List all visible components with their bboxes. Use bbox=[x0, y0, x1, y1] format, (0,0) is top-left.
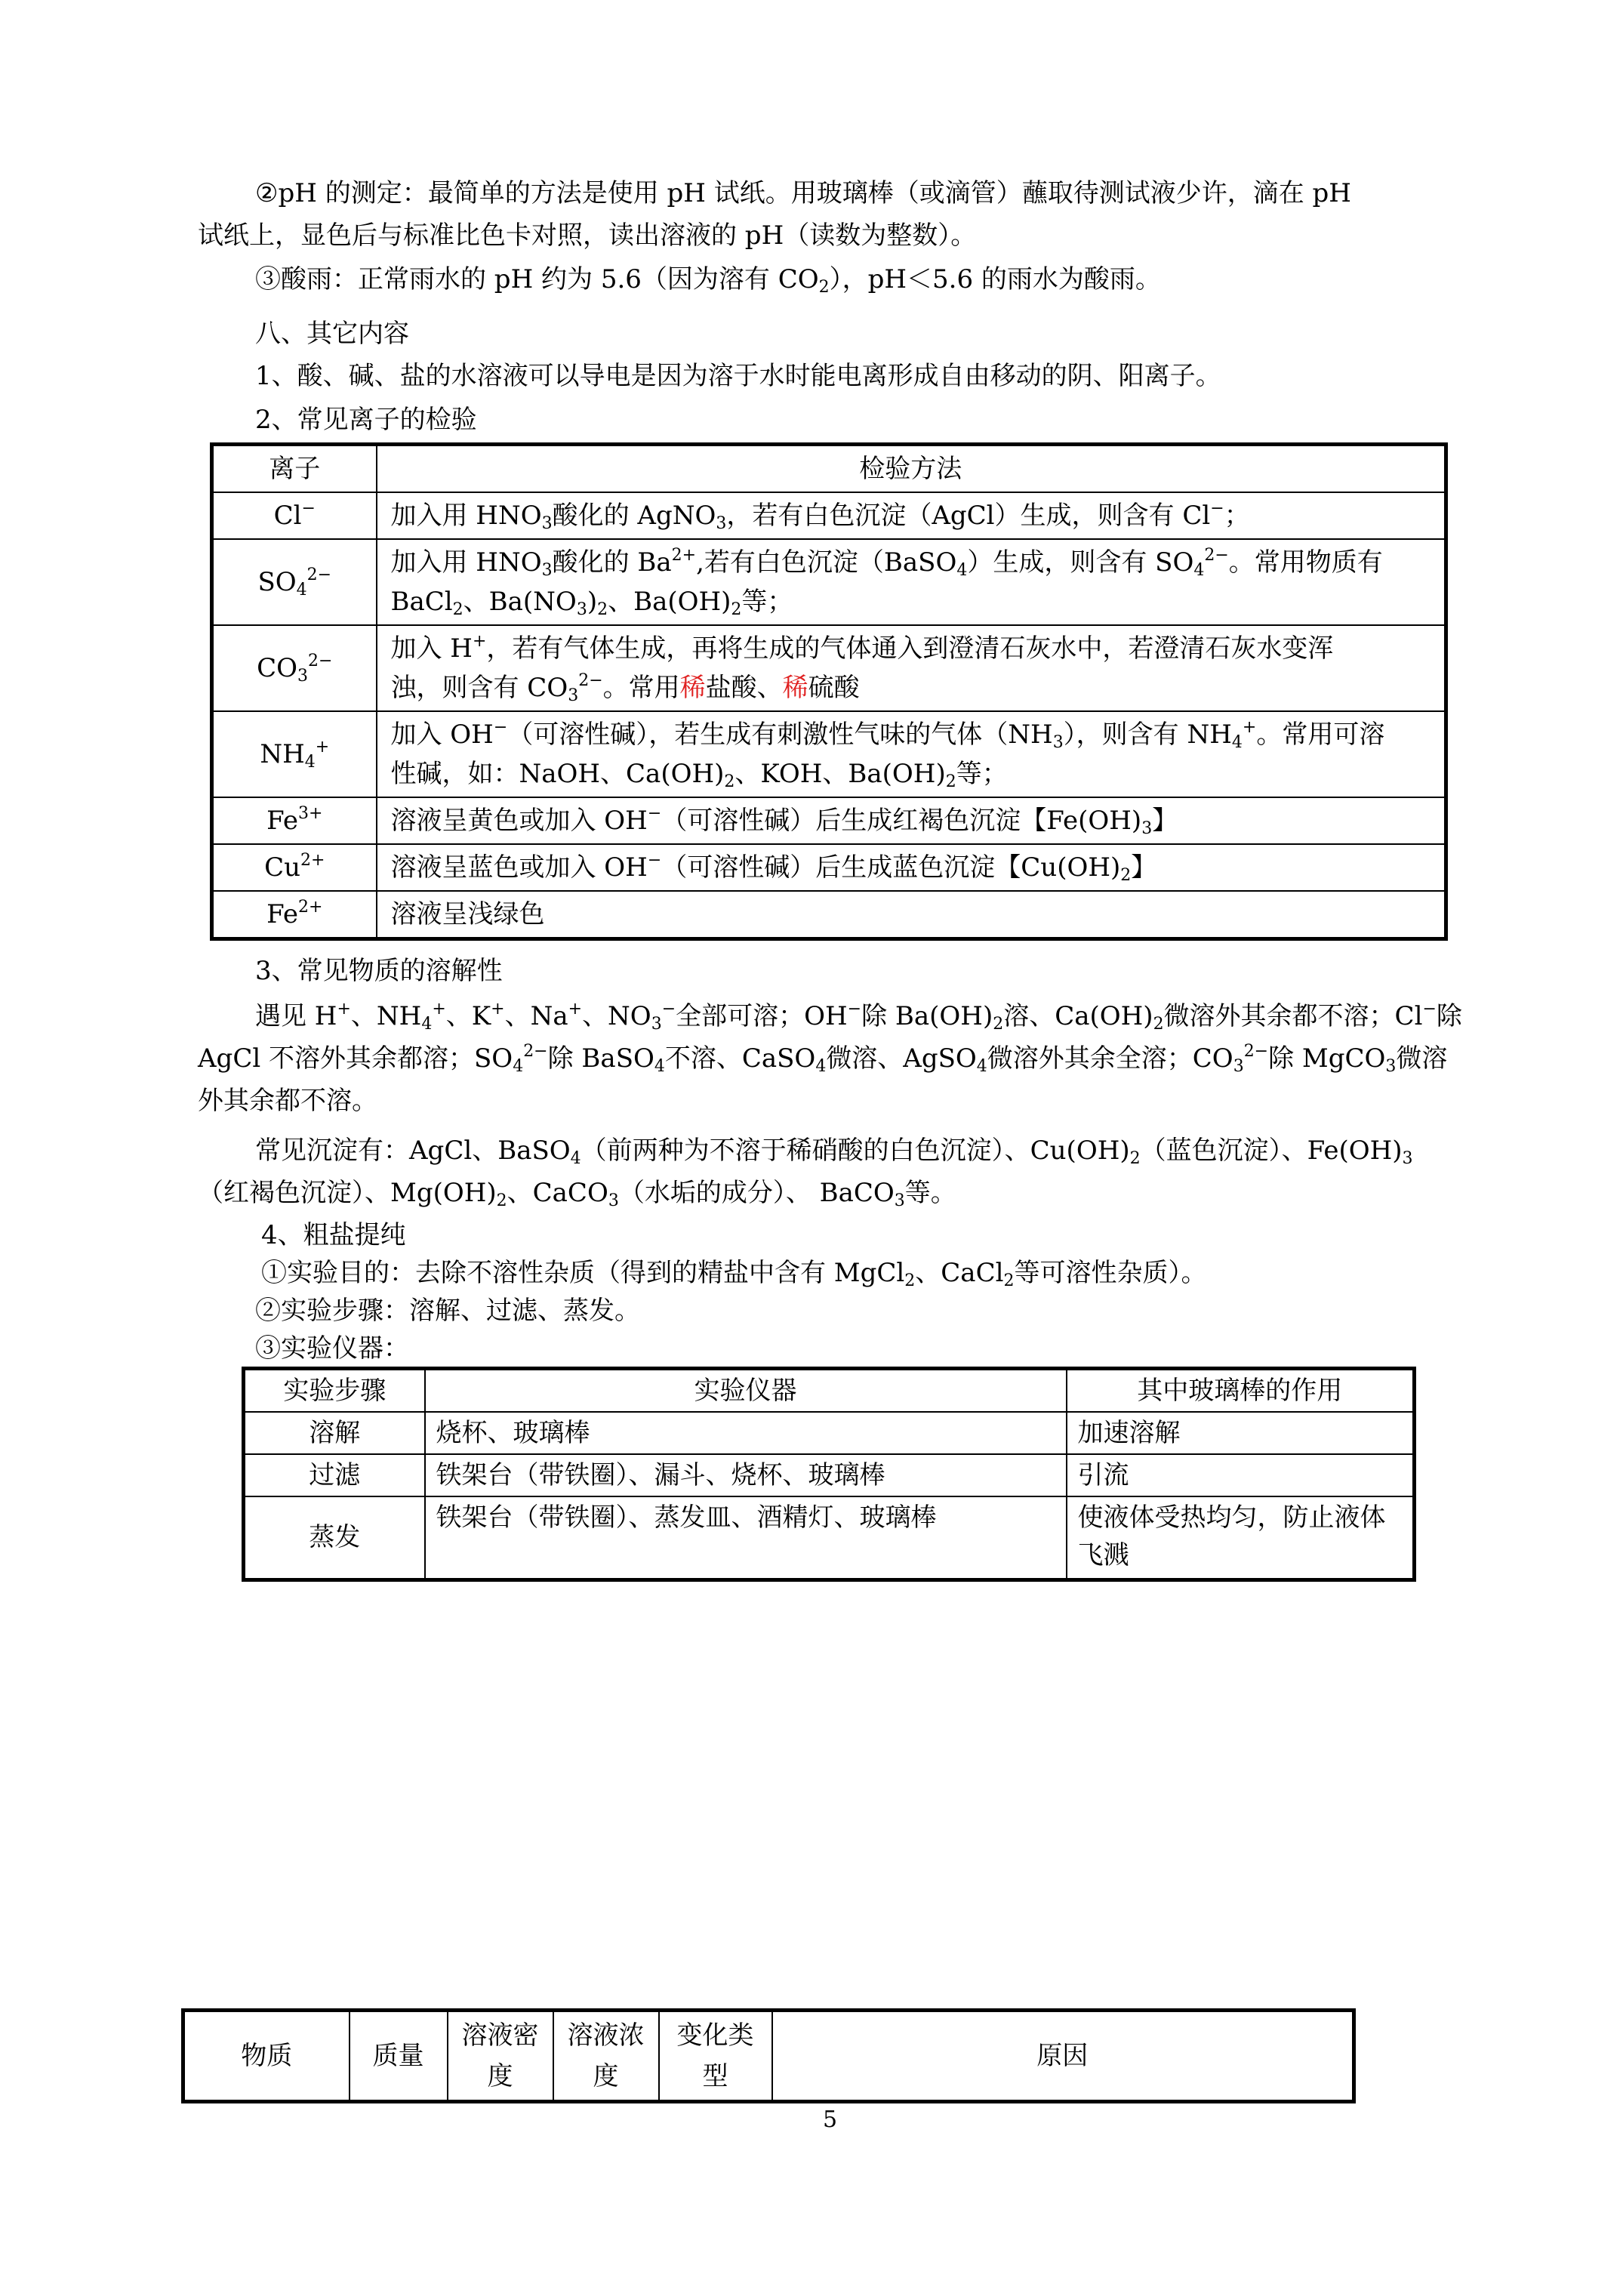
solubility-line-3: 外其余都不溶。 bbox=[198, 1086, 377, 1116]
paragraph-ph-measure-2: 试纸上，显色后与标准比色卡对照，读出溶液的 pH（读数为整数）。 bbox=[198, 220, 977, 251]
method-cell: 加入用 $HNO_3$酸化的 AgNO$_3$，若有白色沉淀（AgCl）生成，则含有 Cl−； bbox=[377, 492, 1446, 539]
table-header-cell: 物质 bbox=[183, 2011, 350, 2102]
table-header-cell: 实验仪器 bbox=[425, 1369, 1067, 1413]
paragraph-acid-rain: ③酸雨：正常雨水的 pH 约为 5.6（因为溶有 $CO_2$），pH＜5.6 的雨水为酸雨。 bbox=[255, 264, 1161, 297]
table-cell: 过滤 bbox=[244, 1454, 425, 1496]
table-cell: 铁架台（带铁圈）、漏斗、烧杯、玻璃棒 bbox=[425, 1454, 1067, 1496]
table-header-row bbox=[183, 2011, 1354, 2102]
table-header-cell: 离子 bbox=[212, 445, 377, 493]
ion-cell: $SO_4^{2-}$ bbox=[212, 539, 377, 625]
table-header-cell: 溶液密度 bbox=[448, 2011, 553, 2102]
table-cell: 铁架台（带铁圈）、蒸发皿、酒精灯、玻璃棒 bbox=[425, 1496, 1067, 1579]
table-header-cell: 变化类型 bbox=[659, 2011, 772, 2102]
paragraph-steps: ②实验步骤：溶解、过滤、蒸发。 bbox=[255, 1296, 640, 1326]
table-header-cell: 实验步骤 bbox=[244, 1369, 425, 1413]
table-cell: 加速溶解 bbox=[1067, 1412, 1415, 1454]
paragraph-apparatus: ③实验仪器： bbox=[255, 1333, 409, 1364]
ion-cell: $Cu^{2+}$ bbox=[212, 844, 377, 891]
table-cell: 烧杯、玻璃棒 bbox=[425, 1412, 1067, 1454]
precipitate-line-1: 常见沉淀有：AgCl、BaSO$_4$（前两种为不溶于稀硝酸的白色沉淀）、$Cu(OH)_2$（蓝色沉淀）、$Fe(OH)_3$ bbox=[255, 1136, 1413, 1168]
paragraph-item-2: 2、常见离子的检验 bbox=[255, 405, 477, 435]
table-header-cell: 其中玻璃棒的作用 bbox=[1067, 1369, 1415, 1413]
paragraph-ph-measure-1: ②pH 的测定：最简单的方法是使用 pH 试纸。用玻璃棒（或滴管）蘸取待测试液少许，滴在 pH bbox=[255, 178, 1351, 208]
paragraph-purpose: ①实验目的：去除不溶性杂质（得到的精盐中含有 MgCl$_2$、CaCl$_2$等可溶性杂质）。 bbox=[261, 1258, 1207, 1290]
table-row bbox=[244, 1496, 1415, 1579]
method-cell: 溶液呈蓝色或加入 OH−（可溶性碱）后生成蓝色沉淀【$Cu(OH)_2$】 bbox=[377, 844, 1446, 891]
method-cell: 加入 H+，若有气体生成，再将生成的气体通入到澄清石灰水中，若澄清石灰水变浑 浊，则含有 $CO_3^{2-}$。常用稀盐酸、稀硫酸 bbox=[377, 625, 1446, 711]
ion-cell: $Fe^{2+}$ bbox=[212, 891, 377, 939]
ion-cell: $Fe^{3+}$ bbox=[212, 797, 377, 844]
table-row bbox=[212, 711, 1446, 797]
table-cell: 溶解 bbox=[244, 1412, 425, 1454]
solubility-line-1: 遇见 H+、$NH_4^+$、K+、Na+、$NO_3^-$全部可溶；OH−除 $Ba(OH)_2$溶、$Ca(OH)_2$微溶外其余都不溶；Cl−除 bbox=[255, 1000, 1462, 1034]
table-row bbox=[212, 797, 1446, 844]
table-row bbox=[244, 1454, 1415, 1496]
bottom-table bbox=[181, 2008, 1356, 2103]
table-row bbox=[212, 844, 1446, 891]
method-cell: 溶液呈黄色或加入 OH−（可溶性碱）后生成红褐色沉淀【$Fe(OH)_3$】 bbox=[377, 797, 1446, 844]
table-header-cell: 原因 bbox=[772, 2011, 1354, 2102]
table-header-cell: 质量 bbox=[350, 2011, 448, 2102]
method-cell: 加入 OH−（可溶性碱），若生成有刺激性气味的气体$(NH_3)$，则含有 $NH_4^+$。常用可溶 性碱，如：NaOH、$Ca(OH)_2$、KOH、$Ba(OH)_2$等； bbox=[377, 711, 1446, 797]
page-number: 5 bbox=[823, 2106, 838, 2133]
table-row bbox=[212, 891, 1446, 939]
table-header-row bbox=[244, 1369, 1415, 1413]
precipitate-line-2: （红褐色沉淀）、$Mg(OH)_2$、CaCO$_3$（水垢的成分）、 BaCO$_3$等。 bbox=[198, 1178, 956, 1210]
paragraph-item-1: 1、酸、碱、盐的水溶液可以导电是因为溶于水时能电离形成自由移动的阴、阳离子。 bbox=[255, 361, 1221, 391]
table-header-row bbox=[212, 445, 1446, 493]
paragraph-item-4: 4、粗盐提纯 bbox=[261, 1220, 406, 1250]
table-cell: 蒸发 bbox=[244, 1496, 425, 1579]
apparatus-table bbox=[242, 1367, 1416, 1582]
section-heading-8: 八、其它内容 bbox=[255, 319, 409, 349]
ion-cell: Cl− bbox=[212, 492, 377, 539]
table-row bbox=[212, 539, 1446, 625]
ion-test-table bbox=[210, 442, 1448, 941]
table-header-cell: 溶液浓度 bbox=[553, 2011, 659, 2102]
ion-cell: $NH_4^+$ bbox=[212, 711, 377, 797]
table-row bbox=[212, 492, 1446, 539]
method-cell: 加入用 $HNO_3$酸化的 $Ba^{2+}$,若有白色沉淀（BaSO$_4$）生成，则含有 $SO_4^{2-}$。常用物质有 BaCl$_2$、$Ba(NO_3)_2$、$Ba(OH)_2$等； bbox=[377, 539, 1446, 625]
table-row bbox=[212, 625, 1446, 711]
paragraph-item-3: 3、常见物质的溶解性 bbox=[255, 956, 503, 986]
table-cell: 引流 bbox=[1067, 1454, 1415, 1496]
table-cell: 使液体受热均匀，防止液体飞溅 bbox=[1067, 1496, 1415, 1579]
solubility-line-2: AgCl 不溶外其余都溶；$SO_4^{2-}$除 BaSO$_4$不溶、CaSO$_4$微溶、AgSO$_4$微溶外其余全溶；$CO_3^{2-}$除 MgCO$_3$微溶 bbox=[198, 1042, 1448, 1076]
ion-cell: $CO_3^{2-}$ bbox=[212, 625, 377, 711]
table-header-cell: 检验方法 bbox=[377, 445, 1446, 493]
table-row bbox=[244, 1412, 1415, 1454]
method-cell: 溶液呈浅绿色 bbox=[377, 891, 1446, 939]
